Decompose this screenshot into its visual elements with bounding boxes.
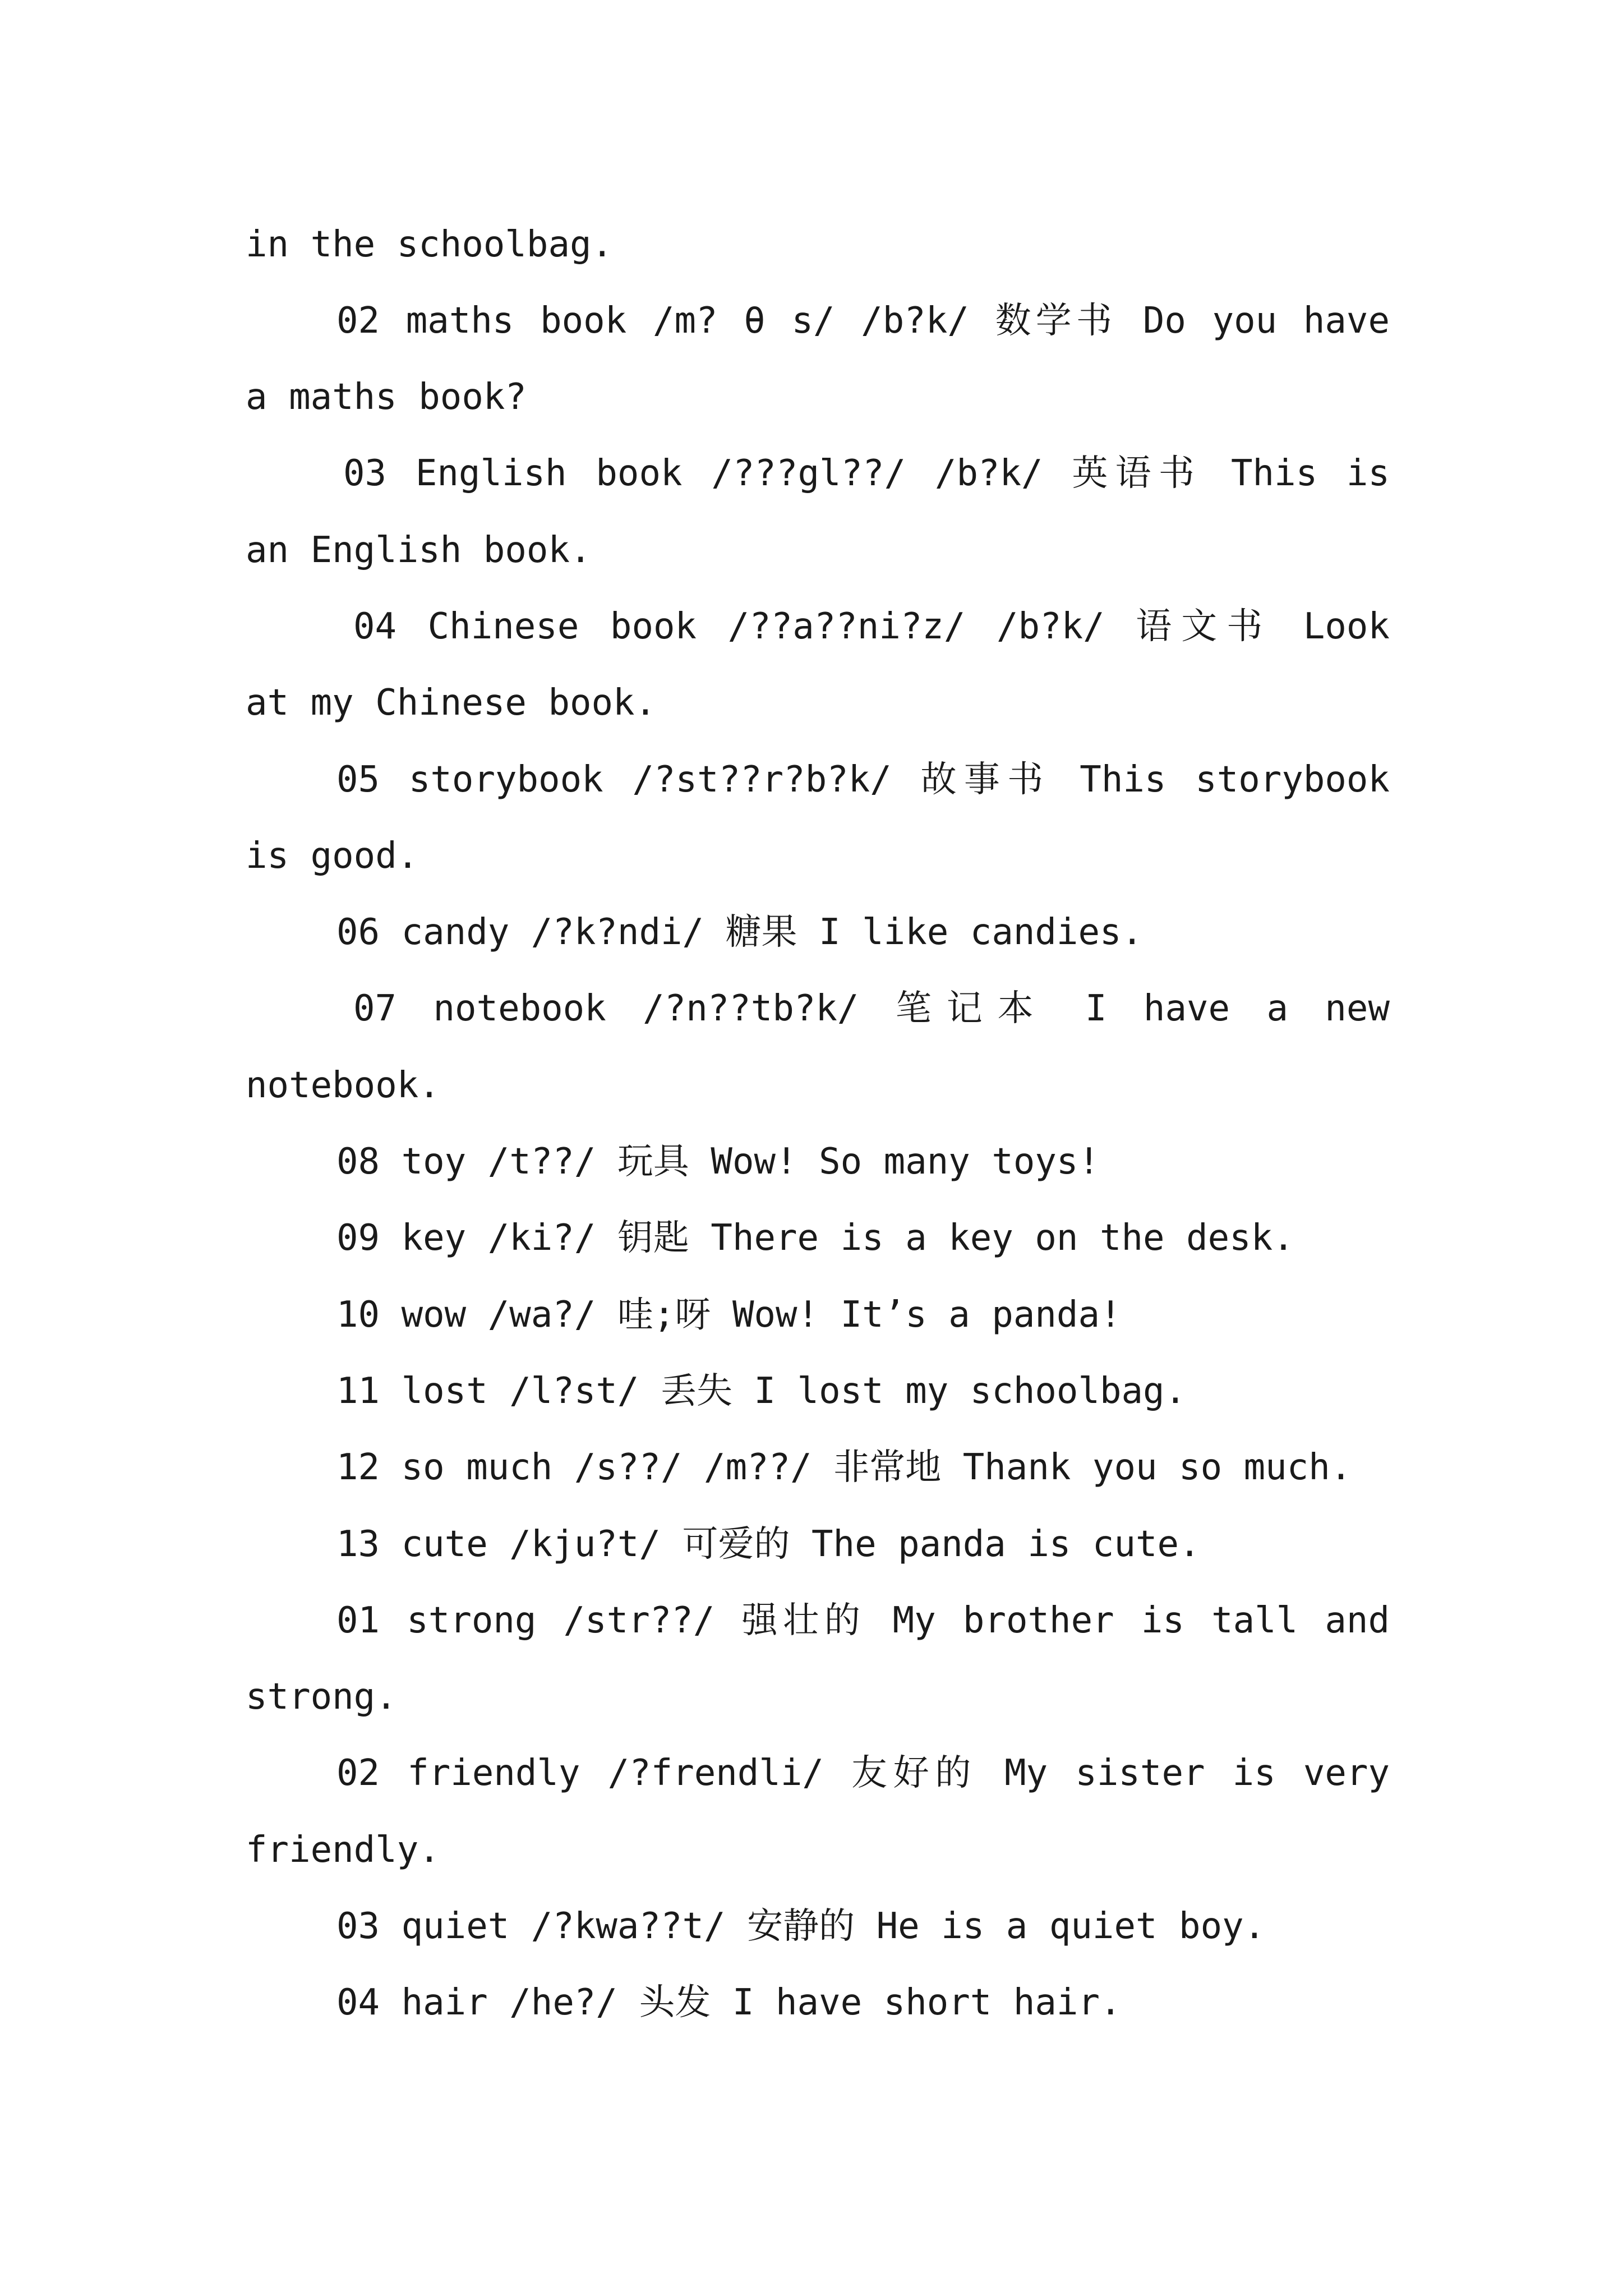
text-line: is good. [246,835,419,877]
text-line: friendly. [246,1829,440,1871]
text-line: 06 candy /?k?ndi/ 糖果 I like candies. [336,912,1144,953]
text-line: a maths book? [246,376,527,418]
text-line: 09 key /ki?/ 钥匙 There is a key on the desk. [336,1217,1294,1259]
text-line: 04 Chinese book /??a??ni?z/ /b?k/ 语文书 Look [353,606,1390,647]
text-line: 02 friendly /?frendli/ 友好的 My sister is very [336,1752,1390,1794]
text-line: 07 notebook /?n??tb?k/ 笔记本 I have a new [353,988,1390,1029]
text-line: in the schoolbag. [246,224,614,265]
text-line: an English book. [246,530,592,571]
text-line: 08 toy /t??/ 玩具 Wow! So many toys! [336,1141,1100,1182]
text-line: 02 maths book /m? θ s/ /b?k/ 数学书 Do you have [336,300,1390,342]
text-line: 03 English book /???gl??/ /b?k/ 英语书 This is [343,453,1390,494]
text-line: 04 hair /he?/ 头发 I have short hair. [336,1982,1122,2023]
text-line: strong. [246,1676,397,1718]
text-line: 12 so much /s??/ /m??/ 非常地 Thank you so much. [336,1447,1352,1488]
text-line: 05 storybook /?st??r?b?k/ 故事书 This storybook [336,759,1390,800]
text-line: 01 strong /str??/ 强壮的 My brother is tall and [336,1600,1390,1641]
text-line: at my Chinese book. [246,682,657,724]
text-line: 10 wow /wa?/ 哇;呀 Wow! It’s a panda! [336,1294,1122,1336]
text-line: 13 cute /kju?t/ 可爱的 The panda is cute. [336,1524,1201,1565]
text-line: notebook. [246,1065,440,1106]
text-line: 03 quiet /?kwa??t/ 安静的 He is a quiet boy. [336,1906,1266,1947]
text-line: 11 lost /l?st/ 丢失 I lost my schoolbag. [336,1370,1187,1412]
